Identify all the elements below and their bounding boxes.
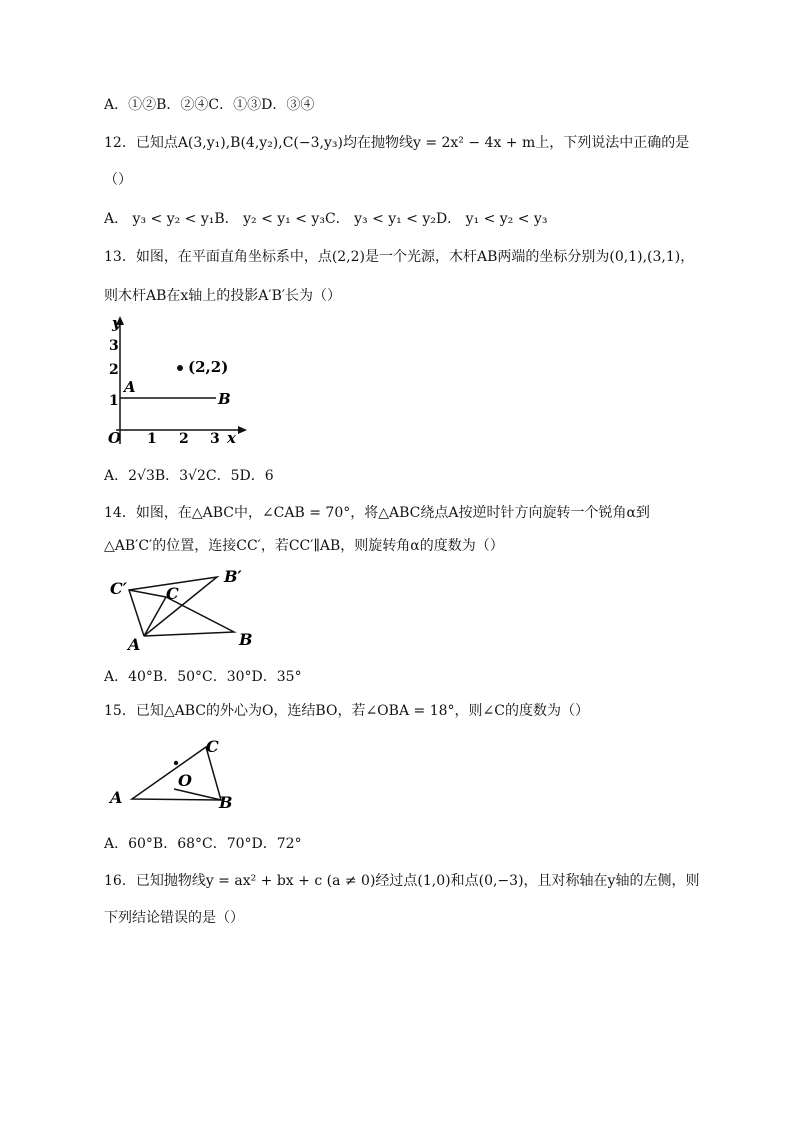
point-on-ac xyxy=(174,761,178,765)
q15-options: A．60°B．68°C．70°D．72° xyxy=(104,836,302,852)
segment-cc1 xyxy=(129,590,166,597)
point-a-label: A xyxy=(124,378,136,396)
light-source-label: (2,2) xyxy=(188,358,229,376)
point-c1-label: C′ xyxy=(110,579,127,598)
light-source-point xyxy=(177,365,183,371)
q13-options: A．2√3B．3√2C．5D．6 xyxy=(104,468,274,484)
q12-paren: （） xyxy=(104,172,132,188)
x-tick-2: 2 xyxy=(179,431,189,447)
origin-label: O xyxy=(108,429,122,447)
q14-options: A．40°B．50°C．30°D．35° xyxy=(104,669,302,685)
x-axis-label: x xyxy=(227,429,236,447)
q16-stem-line1: 16．已知抛物线y = ax² + bx + c (a ≠ 0)经过点(1,0)和点(0,−3)，且对称轴在y轴的左侧，则 xyxy=(104,873,700,889)
q14-stem-line1: 14．如图，在△ABC中，∠CAB = 70°，将△ABC绕点A按逆时针方向旋转一个锐角α到 xyxy=(104,505,650,521)
point-b-label: B xyxy=(219,793,233,812)
point-a-label: A xyxy=(128,635,141,654)
y-tick-3: 3 xyxy=(109,338,119,354)
q12-stem: 12．已知点A(3,y₁),B(4,y₂),C(−3,y₃)均在抛物线y = 2x² − 4x + m上，下列说法中正确的是 xyxy=(104,135,690,151)
q14-stem-line2: △AB′C′的位置，连接CC′，若CC′∥AB，则旋转角α的度数为（） xyxy=(104,538,504,554)
x-axis-arrow xyxy=(238,426,247,434)
point-a-label: A xyxy=(110,788,123,807)
q12-options: A． y₃ < y₂ < y₁B． y₂ < y₁ < y₃C． y₃ < y₁ < y₂D． y₁ < y₂ < y₃ xyxy=(104,211,548,227)
point-b-label: B xyxy=(218,390,231,408)
q13-stem-line2: 则木杆AB在x轴上的投影A′B′长为（） xyxy=(104,288,342,304)
q15-stem: 15．已知△ABC的外心为O，连结BO，若∠OBA = 18°，则∠C的度数为（） xyxy=(104,703,589,719)
point-b1-label: B′ xyxy=(224,567,242,586)
x-tick-3: 3 xyxy=(210,431,220,447)
y-tick-1: 1 xyxy=(109,393,119,409)
y-tick-2: 2 xyxy=(109,362,119,378)
q15-circumcenter-figure xyxy=(104,733,254,813)
x-tick-1: 1 xyxy=(147,431,157,447)
point-c-label: C xyxy=(206,737,219,756)
point-b-label: B xyxy=(239,630,253,649)
q14-rotation-figure xyxy=(104,563,264,658)
q16-stem-line2: 下列结论错误的是（） xyxy=(104,910,244,926)
q11-options: A．①②B．②④C．①③D．③④ xyxy=(104,97,315,113)
y-axis-label: y xyxy=(112,314,121,332)
q13-stem-line1: 13．如图，在平面直角坐标系中，点(2,2)是一个光源，木杆AB两端的坐标分别为(0,1),(3,1)， xyxy=(104,249,695,265)
segment-bo xyxy=(174,789,221,800)
q13-coordinate-figure xyxy=(104,312,254,452)
point-c-label: C xyxy=(166,584,179,603)
triangle-abc xyxy=(144,597,234,636)
point-o-label: O xyxy=(178,771,192,790)
